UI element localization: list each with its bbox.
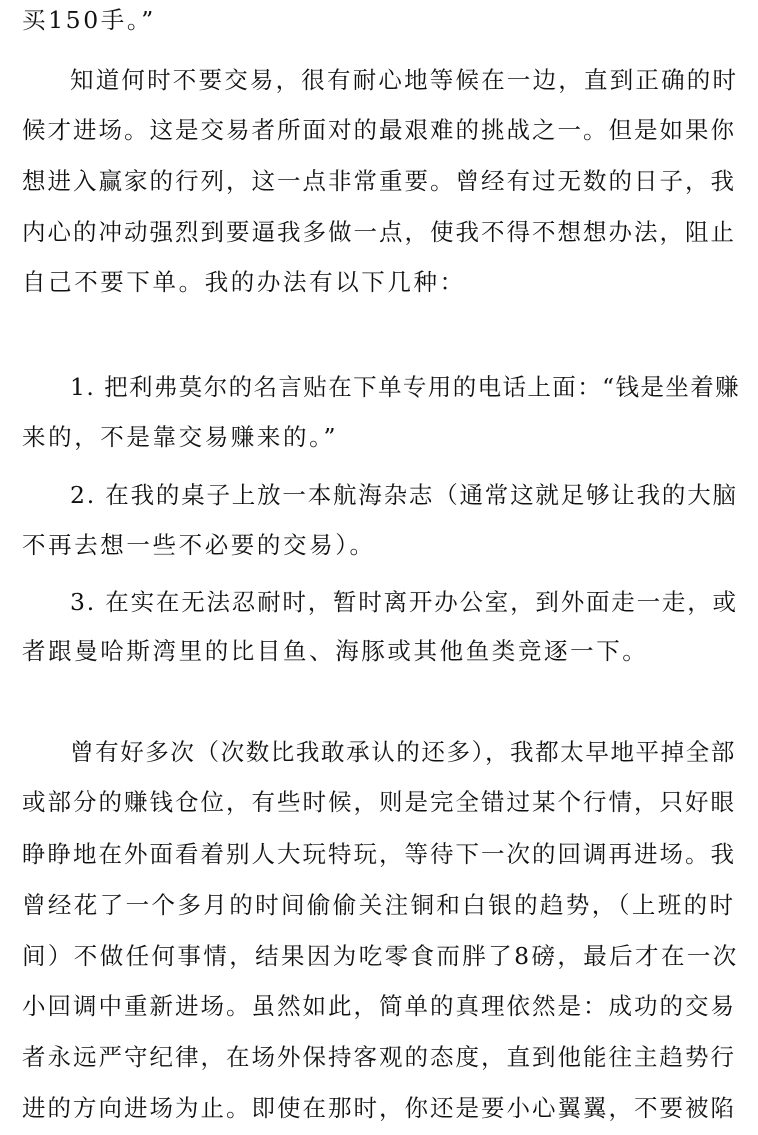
- list-item-line: 者跟曼哈斯湾里的比目鱼、海豚或其他鱼类竞逐一下。: [22, 637, 649, 665]
- text-line: 曾有好多次（次数比我敢承认的还多），我都太早地平掉全部: [70, 738, 736, 766]
- text-line: 内心的冲动强烈到要逼我多做一点，使我不得不想想办法，阻止: [22, 218, 736, 246]
- text-line: 进的方向进场为止。即使在那时，你还是要小心翼翼，不要被陷: [22, 1094, 736, 1122]
- list-item-line: 3. 在实在无法忍耐时，暂时离开办公室，到外面走一走，或: [70, 588, 738, 616]
- list-item-line: 2. 在我的桌子上放一本航海杂志（通常这就足够让我的大脑: [70, 481, 738, 509]
- text-line: 曾经花了一个多月的时间偷偷关注铜和白银的趋势，（上班的时: [22, 891, 736, 919]
- list-item-line: 1. 把利弗莫尔的名言贴在下单专用的电话上面：“钱是坐着赚: [70, 373, 741, 401]
- text-line: 或部分的赚钱仓位，有些时候，则是完全错过某个行情，只好眼: [22, 788, 736, 816]
- list-item-line: 不再去想一些不必要的交易）。: [22, 531, 376, 559]
- text-line: 买150手。”: [22, 6, 156, 34]
- text-line: 者永远严守纪律，在场外保持客观的态度，直到他能往主趋势行: [22, 1043, 736, 1071]
- text-line: 睁睁地在外面看着别人大玩特玩，等待下一次的回调再进场。我: [22, 840, 736, 868]
- text-line: 候才进场。这是交易者所面对的最艰难的挑战之一。但是如果你: [22, 116, 736, 144]
- text-line: 想进入赢家的行列，这一点非常重要。曾经有过无数的日子，我: [22, 167, 736, 195]
- text-line: 自己不要下单。我的办法有以下几种：: [22, 268, 466, 296]
- text-line: 知道何时不要交易，很有耐心地等候在一边，直到正确的时: [70, 66, 739, 94]
- list-item-line: 来的，不是靠交易赚来的。”: [22, 423, 339, 451]
- text-line: 间）不做任何事情，结果因为吃零食而胖了8磅，最后才在一次: [22, 942, 739, 970]
- text-line: 小回调中重新进场。虽然如此，简单的真理依然是：成功的交易: [22, 992, 736, 1020]
